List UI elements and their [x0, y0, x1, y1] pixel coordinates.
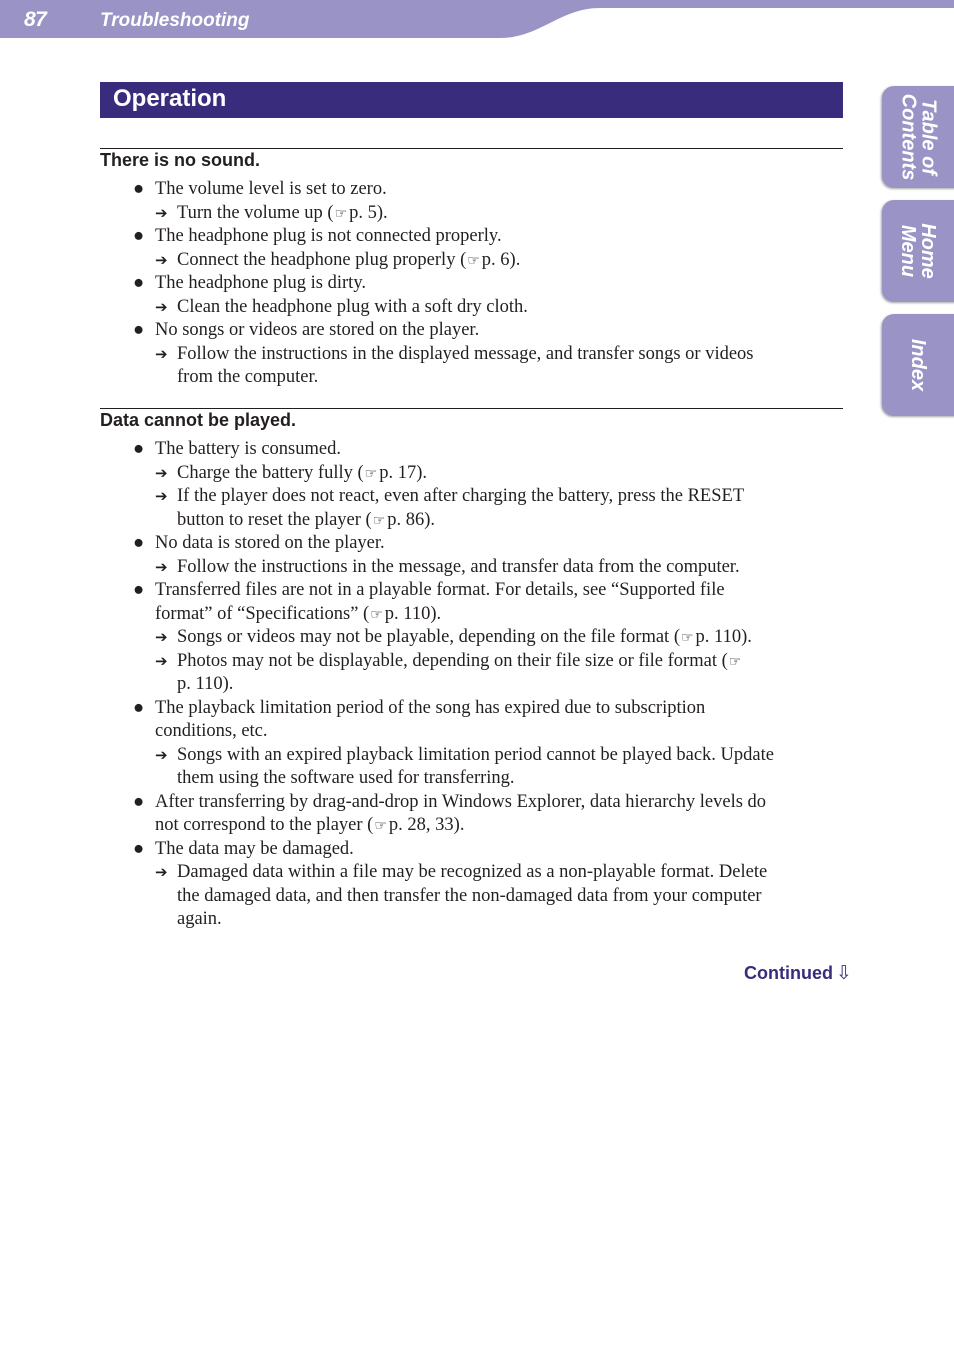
line-text: If the player does not react, even after charging the battery, press the RESET: [177, 486, 745, 506]
list-line: [100, 509, 845, 533]
continued-link[interactable]: [744, 962, 852, 984]
list-line: [100, 272, 845, 296]
reference-icon: ☞: [467, 252, 480, 269]
arrow-right-icon: ➔: [155, 651, 168, 670]
arrow-right-icon: ➔: [155, 863, 168, 881]
bullet-text: [155, 814, 464, 839]
line-text: Songs or videos may not be playable, depending on the file format (: [177, 627, 680, 647]
reference-icon: ☞: [372, 512, 386, 529]
section-rule: [100, 148, 843, 149]
bullet-text: [155, 319, 479, 343]
line-text: Charge the battery fully (: [177, 462, 364, 483]
troubleshooting-list: [100, 438, 845, 932]
solution-text: [177, 296, 528, 320]
solution-text: [177, 767, 515, 791]
page-number: 87: [24, 8, 47, 31]
solution-text: [177, 885, 762, 909]
bullet-icon: ●: [133, 791, 145, 812]
list-line: [100, 532, 845, 556]
subsection-heading: There is no sound.: [100, 150, 261, 170]
page-reference-link[interactable]: p. 110).: [695, 627, 752, 647]
solution-text: [177, 556, 740, 580]
solution-text: [177, 366, 318, 390]
line-text: them using the software used for transferring.: [177, 768, 515, 788]
list-line: [100, 885, 845, 909]
arrow-right-icon: ➔: [155, 557, 168, 576]
page-reference-link[interactable]: p. 28, 33).: [388, 815, 465, 835]
reference-icon: ☞: [680, 630, 694, 646]
line-text: button to reset the player (: [177, 509, 372, 530]
bullet-text: [155, 603, 441, 628]
arrow-right-icon: ➔: [155, 487, 168, 505]
list-line: [100, 579, 845, 603]
bullet-icon: ●: [133, 697, 145, 718]
line-text: Songs with an expired playback limitation period cannot be played back. Update: [177, 744, 774, 765]
bullet-icon: ●: [133, 439, 145, 459]
line-text: The battery is consumed.: [155, 439, 341, 459]
bullet-icon: ●: [133, 273, 145, 293]
list-line: [100, 626, 845, 650]
list-line: [100, 838, 845, 862]
subsection-heading: Data cannot be played.: [100, 410, 297, 430]
arrow-right-icon: ➔: [155, 203, 168, 222]
solution-text: [177, 908, 222, 932]
line-text: again.: [177, 909, 222, 929]
reference-icon: ☞: [728, 653, 742, 670]
line-text: not correspond to the player (: [155, 815, 374, 835]
arrow-right-icon: ➔: [155, 297, 168, 316]
line-text: The headphone plug is dirty.: [155, 273, 366, 293]
bullet-icon: ●: [133, 226, 145, 246]
solution-text: [177, 626, 752, 651]
arrow-right-icon: ➔: [155, 344, 168, 363]
reference-icon: ☞: [370, 606, 383, 623]
section-title: Operation: [113, 85, 227, 112]
list-line: [100, 556, 845, 580]
line-text: The playback limitation period of the song has expired due to subscription: [155, 697, 706, 718]
line-text: The headphone plug is not connected properly.: [155, 226, 502, 246]
reference-icon: ☞: [374, 818, 387, 834]
bullet-text: [155, 272, 366, 296]
section-rule: [100, 408, 843, 409]
line-text: After transferring by drag-and-drop in Windows Explorer, data hierarchy levels do: [155, 791, 767, 812]
list-line: [100, 296, 845, 320]
solution-text: [177, 202, 388, 227]
list-line: [100, 720, 845, 744]
bullet-text: [155, 438, 341, 462]
line-text: Damaged data within a file may be recognized as a non-playable format. Delete: [177, 862, 768, 882]
list-line: [100, 861, 845, 885]
tab-index[interactable]: [882, 314, 954, 416]
list-line: [100, 650, 845, 674]
list-line: [100, 462, 845, 486]
line-text: Turn the volume up (: [177, 202, 334, 223]
line-text: No songs or videos are stored on the player.: [155, 320, 480, 340]
list-line: [100, 366, 845, 390]
solution-text: [177, 650, 743, 675]
arrow-right-icon: ➔: [155, 250, 168, 269]
page-reference-link[interactable]: p. 5).: [349, 202, 388, 223]
bullet-icon: ●: [133, 838, 145, 859]
line-text: Follow the instructions in the message, and transfer data from the computer.: [177, 556, 740, 577]
line-text: from the computer.: [177, 367, 319, 387]
bullet-text: [155, 178, 387, 202]
list-line: [100, 603, 845, 627]
tab-table-of-contents[interactable]: [882, 86, 954, 188]
bullet-text: [155, 697, 705, 721]
tab-label: Table of Contents: [897, 93, 940, 181]
line-text: Photos may not be displayable, depending on their file size or file format (: [177, 650, 728, 671]
list-line: [100, 673, 845, 697]
line-text: The volume level is set to zero.: [155, 179, 387, 199]
line-text: Connect the headphone plug properly (: [177, 249, 467, 270]
bullet-text: [155, 720, 268, 744]
solution-text: [177, 462, 427, 487]
list-line: [100, 767, 845, 791]
bullet-icon: ●: [133, 580, 145, 600]
bullet-icon: ●: [133, 320, 145, 340]
list-line: [100, 908, 845, 932]
list-line: [100, 178, 845, 202]
line-text: format” of “Specifications” (: [155, 603, 370, 624]
line-text: Transferred files are not in a playable format. For details, see “Supported file: [155, 580, 725, 600]
tab-home-menu[interactable]: [882, 200, 954, 302]
down-arrow-icon: ⇩: [835, 962, 852, 984]
reference-icon: ☞: [364, 465, 378, 482]
list-line: [100, 249, 845, 273]
list-line: [100, 791, 845, 815]
bullet-text: [155, 532, 385, 556]
list-line: [100, 744, 845, 768]
page-reference-link[interactable]: p. 86).: [387, 509, 436, 530]
solution-text: [177, 509, 435, 534]
arrow-right-icon: ➔: [155, 745, 168, 764]
solution-text: [177, 249, 520, 274]
page-reference-link[interactable]: p. 6).: [481, 249, 521, 270]
tab-label: Index: [907, 338, 929, 392]
bullet-icon: ●: [133, 179, 145, 199]
solution-text: [177, 744, 774, 768]
line-text: p. 110).: [177, 674, 234, 694]
list-line: [100, 485, 845, 509]
list-line: [100, 225, 845, 249]
bullet-text: [155, 838, 354, 862]
list-line: [100, 697, 845, 721]
troubleshooting-list: [100, 178, 845, 390]
arrow-right-icon: ➔: [155, 628, 168, 646]
line-text: The data may be damaged.: [155, 838, 354, 859]
line-text: No data is stored on the player.: [155, 533, 385, 553]
list-line: [100, 438, 845, 462]
continued-label: Continued: [744, 963, 833, 983]
list-line: [100, 814, 845, 838]
page-reference-link[interactable]: p. 17).: [379, 462, 428, 483]
reference-icon: ☞: [334, 205, 348, 222]
bullet-text: [155, 791, 766, 815]
line-text: Follow the instructions in the displayed message, and transfer songs or videos: [177, 343, 754, 364]
solution-text: [177, 343, 754, 367]
line-text: the damaged data, and then transfer the non-damaged data from your computer: [177, 885, 762, 906]
section-banner: [100, 82, 843, 118]
list-line: [100, 343, 845, 367]
page-reference-link[interactable]: p. 110).: [384, 603, 442, 624]
list-line: [100, 202, 845, 226]
line-text: conditions, etc.: [155, 721, 268, 741]
solution-text: [177, 861, 767, 885]
bullet-text: [155, 579, 725, 603]
tab-label: Home Menu: [896, 223, 939, 279]
bullet-text: [155, 225, 502, 249]
solution-text: [177, 485, 744, 509]
arrow-right-icon: ➔: [155, 463, 168, 482]
list-line: [100, 319, 845, 343]
bullet-icon: ●: [133, 533, 145, 553]
line-text: Clean the headphone plug with a soft dry cloth.: [177, 296, 528, 317]
header-title: Troubleshooting: [100, 10, 250, 31]
solution-text: [177, 673, 233, 697]
